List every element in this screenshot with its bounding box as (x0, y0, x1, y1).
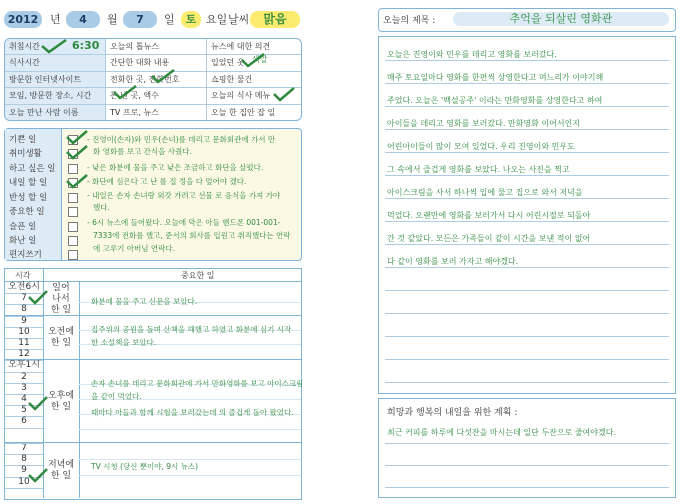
check-mark-icon (272, 86, 296, 102)
diary-text-line: 주었다. 오늘은 '백설공주' 이라는 만화영화를 상영한다고 하여 (387, 96, 603, 105)
mood-note: 했다. (93, 203, 110, 212)
schedule-header (5, 269, 301, 282)
mood-note: - 내일은 손자 손녀랑 외갓 가려고 선물 로 음식을 가져 가야 (87, 191, 281, 200)
period-morning-wake: 일어 나서 한 일 (43, 282, 80, 316)
mood-checkbox[interactable] (68, 250, 78, 260)
year-value: 2012 (4, 11, 42, 28)
mood-item: 내일 할 일 (9, 178, 48, 188)
diary-left-page (0, 0, 304, 504)
activity-cell: TV 프로, 뉴스 (106, 105, 207, 120)
mood-item: 슬픈 일 (9, 222, 37, 232)
schedule-note: 집주위의 공원을 돌며 산책을 해했고 하였고 화분에 심기 시작 (91, 325, 292, 334)
plan-section (378, 398, 676, 498)
year-unit: 년 (50, 13, 61, 26)
mood-item: 하고 싶은 일 (9, 164, 56, 174)
schedule-header-important: 중요한 일 (181, 271, 215, 280)
hour-cell: 8 (5, 304, 44, 316)
check-mark-icon (40, 38, 68, 54)
hour-cell: 9 (5, 465, 44, 477)
month-unit: 월 (107, 13, 118, 26)
month-value: 4 (66, 11, 100, 28)
schedule-note: TV 시청 (당신 뿐이야, 9시 뉴스) (91, 462, 199, 471)
schedule-note: 을 같이 먹었다. (91, 392, 142, 401)
diary-entry (378, 36, 676, 394)
activity-cell: 쇼핑한 물건 (211, 74, 253, 84)
mood-note: - 6시 뉴스에 들어왔다. 오늘에 막은 아들 핸드폰 001-001- (87, 218, 281, 227)
diary-text-line: 오늘은 진영이와 민우를 데리고 영화를 보러갔다. (387, 50, 557, 59)
check-mark-icon (27, 395, 49, 411)
diary-text-line: 그 속에서 즐겁게 영화를 보았다. 나오는 사진을 찍고 (387, 165, 570, 174)
activity-cell: 전화한 곳, 전화번호 (106, 72, 207, 87)
hour-cell: 3 (5, 383, 44, 395)
mood-section (4, 128, 302, 261)
activity-cell: 방문한 인터넷사이트 (5, 72, 106, 87)
check-mark-icon (27, 289, 49, 305)
activity-cell: 오늘 만난 사람 이름 (5, 105, 106, 120)
mood-item: 중요한 일 (9, 207, 45, 217)
diary-text-line: 먹었다. 오랜만에 영화를 보러가서 다시 어린시절로 되돌아 (387, 211, 591, 220)
mood-note: - 화단에 심은다 고 난 를 집 정을 다 엎어야 겠다. (87, 177, 247, 186)
hour-cell: 12 (5, 349, 44, 361)
schedule-header-time: 시각 (15, 271, 31, 280)
check-mark-icon (65, 173, 89, 189)
activity-cell: 돈 낸 곳, 액수 (106, 88, 207, 103)
activity-cell: 간단한 대화 내용 (106, 55, 207, 70)
mood-checkbox[interactable] (68, 207, 78, 217)
check-mark-icon (112, 84, 138, 100)
day-value: 7 (123, 11, 157, 28)
mood-note: 에 고루기 아버님 연락다. (93, 244, 175, 253)
diary-text-line: 아이스크림을 사서 하나씩 입에 물고 집으로 와서 저녁을 (387, 188, 583, 197)
diary-text-line: 어린아이들이 많이 모여 있었다. 우리 진영이와 민우도 (387, 142, 575, 151)
mood-item: 반성 할 일 (9, 193, 48, 203)
diary-text-line: 다 같이 영화를 보러 가자고 해야겠다. (387, 257, 519, 266)
hour-cell: 10 (5, 327, 44, 339)
hour-cell: 11 (5, 338, 44, 350)
activity-cell: 뉴스에 대한 의견 (211, 42, 271, 51)
check-mark-icon (27, 467, 49, 483)
hour-cell: 7 (5, 443, 44, 455)
hour-cell: 9 (5, 316, 44, 328)
hour-cell: 2 (5, 372, 44, 384)
hour-cell: 오전6시 (5, 282, 44, 294)
diary-text-line: 아이들을 데리고 영화를 보러갔다. 만화영화 이어서인지 (387, 119, 580, 128)
diary-text-line: 매주 토요일마다 영화를 한편씩 상영한다고 며느리가 이야기해 (387, 73, 604, 82)
weekday-value: 토 (181, 11, 201, 28)
mood-note: - 낮은 화분에 물을 주고 낮은 조금하고 화단을 살폈다. (87, 163, 264, 172)
mood-item: 화난 일 (9, 236, 37, 246)
mood-item: 취미생활 (9, 149, 42, 159)
period-evening: 저녁에 한 일 (43, 443, 80, 498)
mood-item: 기쁜 일 (9, 135, 37, 145)
period-morning: 오전에 한 일 (43, 316, 80, 360)
weather-value: 맑음 (250, 11, 300, 28)
schedule-note: 한 소설책을 보았다. (91, 338, 157, 347)
weekday-unit: 요일 (206, 13, 228, 26)
hour-cell: 10 (5, 477, 44, 489)
diary-right-page (378, 0, 682, 504)
activity-cell: 입었던 옷 (211, 58, 245, 68)
mood-note: 화 영화를 보고 간식을 사줬다. (93, 147, 192, 156)
weather-label: 날씨 (228, 13, 250, 26)
schedule-note: 때마다 아들과 함께 시험을 보러갔는데 의 즐겁게 돌아 왔었다. (91, 408, 294, 417)
mood-note: 7333에 전화를 했고, 준서의 회사를 입원고 취직했다는 연락 (93, 231, 291, 240)
diary-title: 추억을 되살린 영화관 (453, 12, 669, 26)
activity-cell: 오늘 한 집안 잡 일 (211, 107, 276, 117)
check-mark-icon (65, 129, 89, 145)
day-unit: 일 (164, 13, 175, 26)
plan-label: 희망과 행복의 내일을 위한 계획 : (387, 408, 518, 418)
date-bar (4, 8, 300, 30)
activity-cell: 오늘의 식사 메뉴 (211, 91, 271, 101)
period-afternoon: 오후에 한 일 (43, 360, 80, 443)
hour-cell: 7 (5, 293, 44, 305)
hour-cell: 4 (5, 394, 44, 406)
mood-note: - 진영이(손자)와 민우(손녀)를 데리고 문화회관에 가서 만 (87, 135, 276, 144)
sleep-time-value: 6:30 (72, 39, 100, 52)
diary-text-line: 간 것 같았다. 모든은 가족들이 같이 시간을 보낸 적이 없어 (387, 234, 591, 243)
mood-checkbox[interactable] (68, 193, 78, 203)
mood-item: 편지쓰기 (9, 250, 42, 260)
check-mark-icon (65, 144, 89, 160)
mood-checkbox[interactable] (68, 236, 78, 246)
plan-text: 최근 커피를 하루에 다섯잔을 마시는데 일단 두잔으로 줄여야겠다. (387, 428, 616, 437)
check-mark-icon (150, 68, 176, 84)
check-mark-icon (240, 52, 266, 68)
title-bar (378, 8, 676, 32)
clothes-note: 색깔 (252, 55, 268, 64)
activity-row (5, 105, 301, 120)
schedule-note: 화분에 물을 주고 신문을 보았다. (91, 297, 198, 306)
hour-cell: 8 (5, 454, 44, 466)
activity-cell: 모임, 방문한 장소, 시간 (5, 88, 106, 103)
mood-checkbox[interactable] (68, 222, 78, 232)
activity-row (5, 88, 301, 104)
schedule-table (4, 268, 302, 500)
schedule-note: 손자 손녀를 데리고 문화회관에 가서 만화영화를 보고 아이스크림 (91, 379, 304, 388)
hour-cell: 6 (5, 416, 44, 428)
title-label: 오늘의 제목 : (383, 16, 436, 26)
activity-cell: 오늘의 톱뉴스 (106, 39, 207, 54)
hour-cell: 오후1시 (5, 360, 44, 372)
activity-cell: 식사시간 (5, 55, 106, 70)
hour-cell: 5 (5, 405, 44, 417)
activity-cell: 취침시간 (5, 39, 106, 54)
